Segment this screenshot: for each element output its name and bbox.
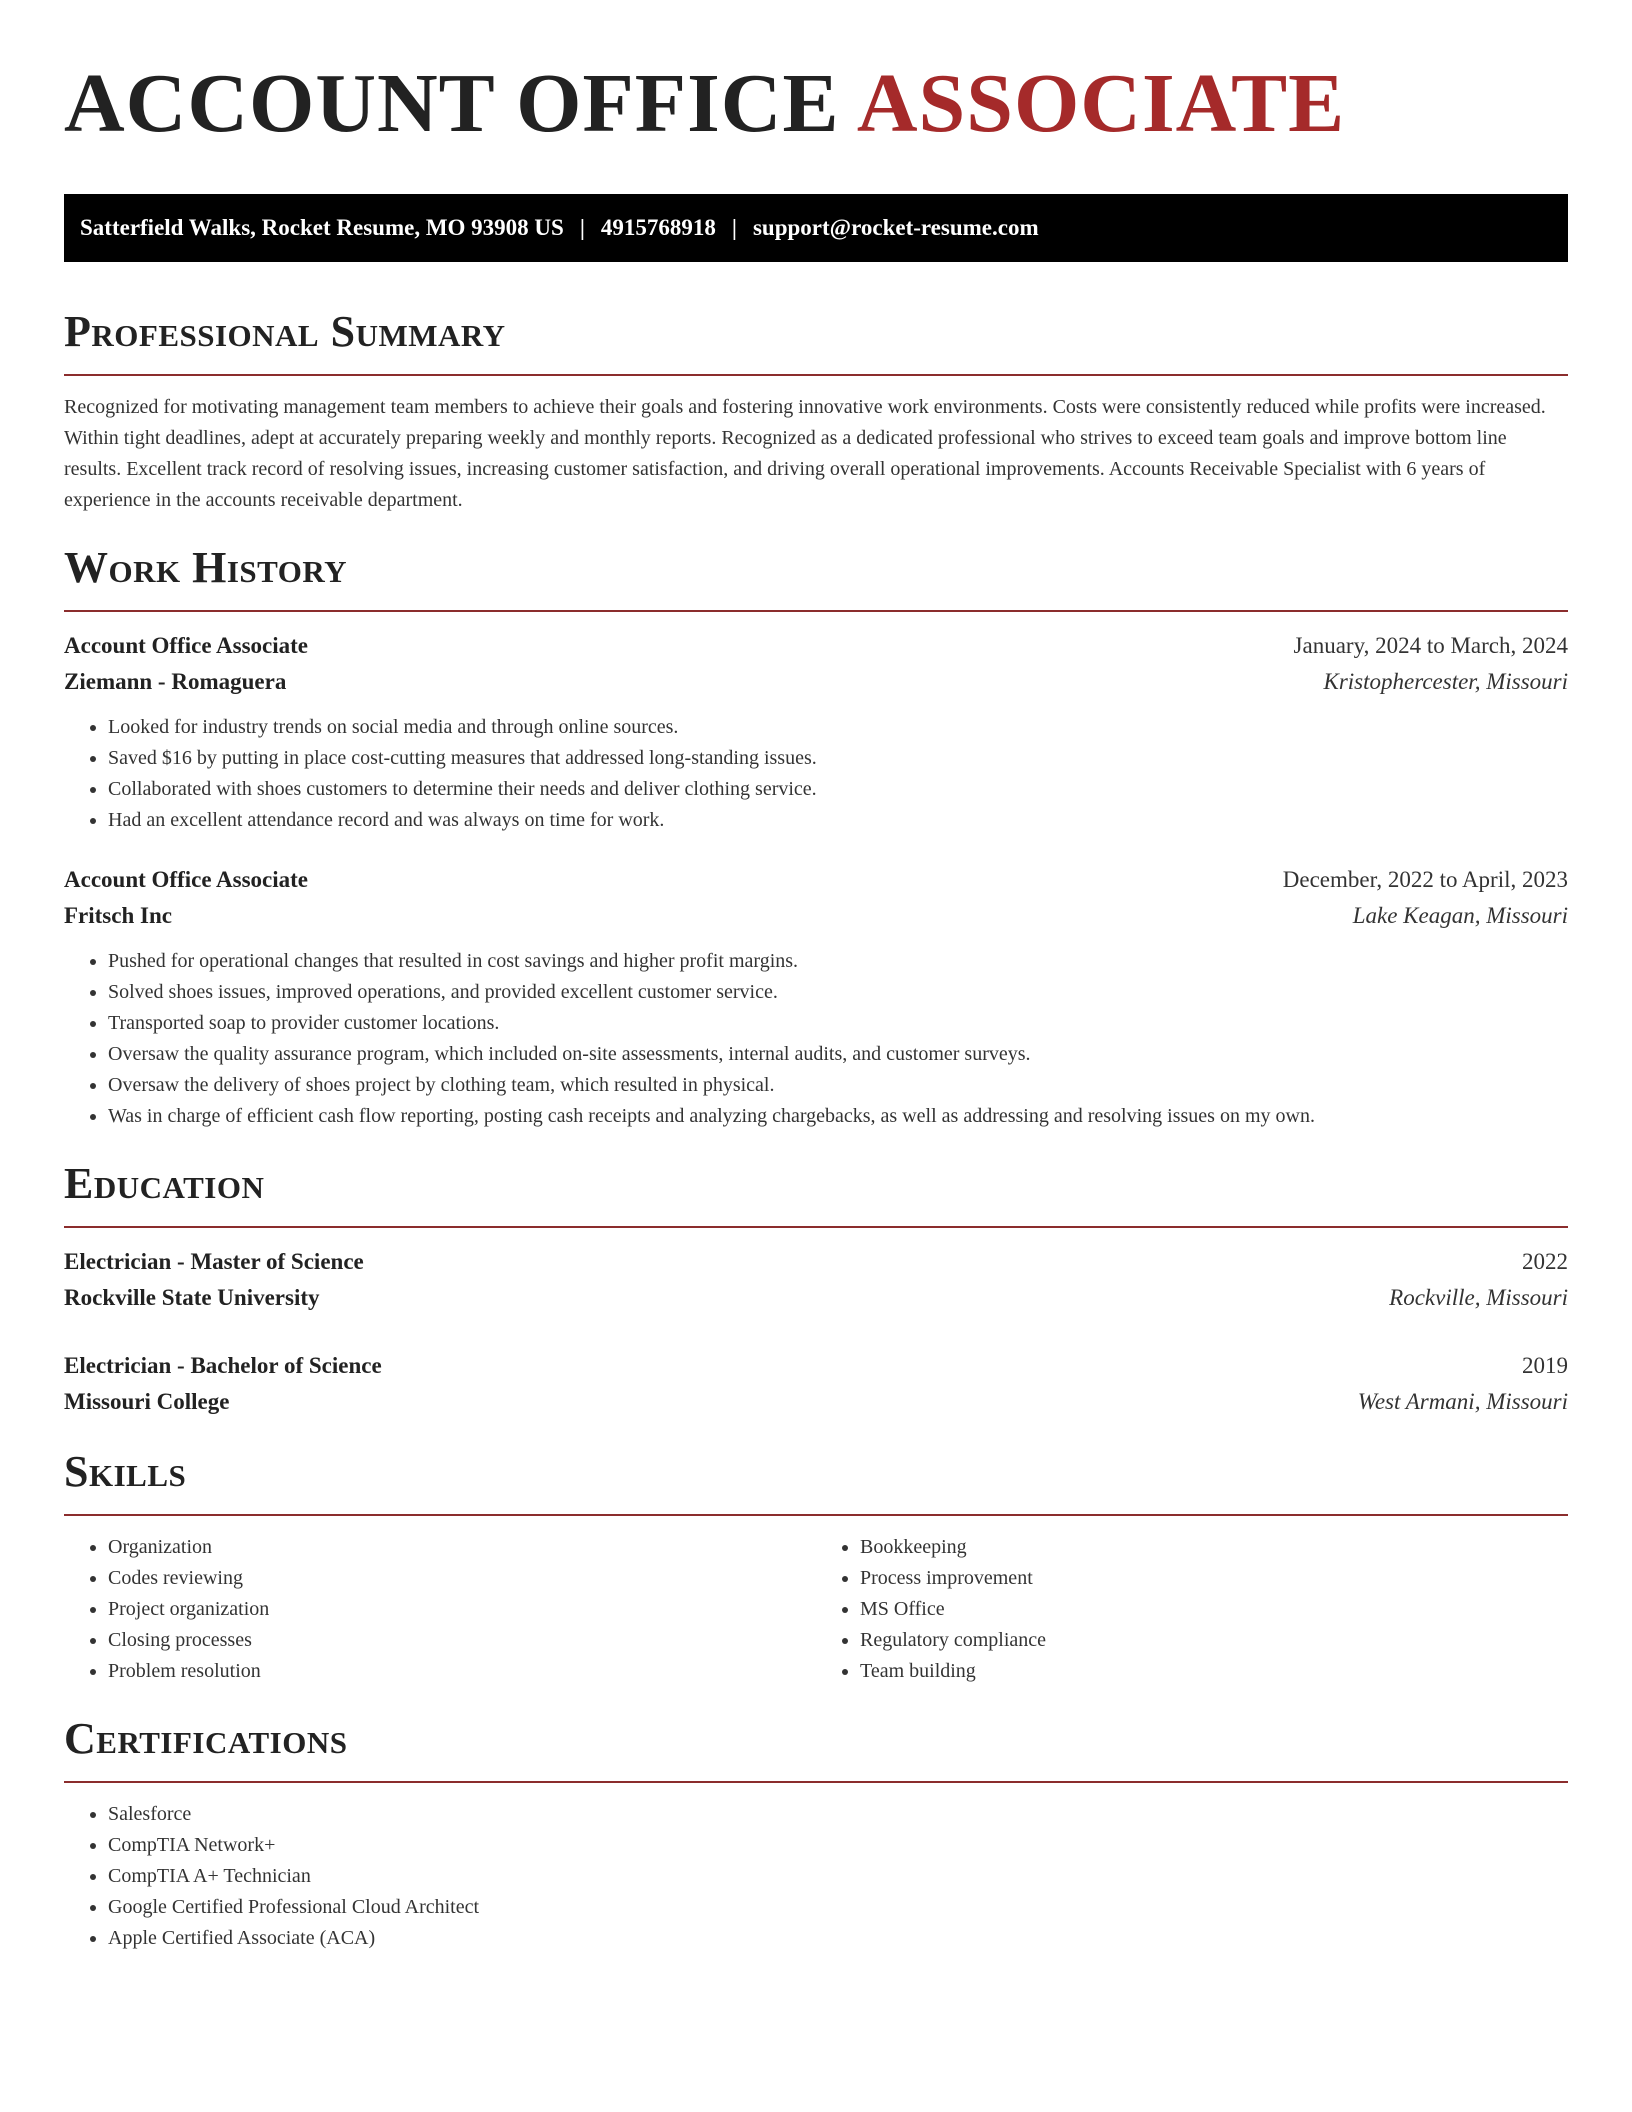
job-title: Account Office Associate (64, 633, 308, 658)
certifications-list (64, 1799, 1568, 1954)
list-item: • Apple Certified Associate (ACA) (108, 1923, 1568, 1954)
list-item: • Closing processes (108, 1625, 816, 1656)
list-item: • Process improvement (860, 1563, 1568, 1594)
title-part-1: ACCOUNT OFFICE (64, 57, 840, 150)
section-divider (64, 1514, 1568, 1516)
list-item: • CompTIA Network+ (108, 1830, 1568, 1861)
resume-title (64, 58, 1568, 150)
work-history-section (64, 542, 1568, 1132)
list-item: • Looked for industry trends on social media and through online sources. (108, 712, 1568, 743)
list-item: • Pushed for operational changes that resulted in cost savings and higher profit margins. (108, 946, 1568, 977)
skills-heading: Skills (64, 1447, 187, 1496)
section-divider (64, 1781, 1568, 1783)
education-entry (64, 1348, 1568, 1420)
education-school: Missouri College (64, 1389, 230, 1414)
list-item: • Solved shoes issues, improved operations, and provided excellent customer service. (108, 977, 1568, 1008)
education-heading: Education (64, 1159, 265, 1208)
work-history-heading: Work History (64, 543, 348, 592)
list-item: • Had an excellent attendance record and was always on time for work. (108, 805, 1568, 836)
job-bullets (64, 712, 1568, 836)
education-location: West Armani, Missouri (1357, 1389, 1568, 1414)
job-dates: December, 2022 to April, 2023 (1282, 867, 1568, 892)
list-item: • Project organization (108, 1594, 816, 1625)
job-entry (64, 628, 1568, 836)
list-item: • Regulatory compliance (860, 1625, 1568, 1656)
contact-separator: | (731, 215, 737, 240)
job-location: Kristophercester, Missouri (1323, 669, 1568, 694)
list-item: • Codes reviewing (108, 1563, 816, 1594)
education-section (64, 1158, 1568, 1420)
contact-email: support@rocket-resume.com (752, 215, 1039, 240)
contact-address: Satterfield Walks, Rocket Resume, MO 93908 US (80, 215, 564, 240)
list-item: • Collaborated with shoes customers to determine their needs and deliver clothing service. (108, 774, 1568, 805)
list-item: • Organization (108, 1532, 816, 1563)
list-item: • Team building (860, 1656, 1568, 1687)
education-entry (64, 1244, 1568, 1316)
education-degree: Electrician - Bachelor of Science (64, 1353, 382, 1378)
list-item: • Bookkeeping (860, 1532, 1568, 1563)
summary-text: Recognized for motivating management team members to achieve their goals and fostering innovative work environments. Costs were consistently reduced while profits were increased. Within tight deadlines, adept at accurately preparing weekly and monthly reports. Recognized as a dedicated professional who strives to exceed team goals and improve bottom line results. Excellent track record of resolving issues, increasing customer satisfaction, and driving overall operational improvements. Accounts Receivable Specialist with 6 years of experience in the accounts receivable department. (64, 396, 1546, 511)
section-divider (64, 610, 1568, 612)
list-item: • Was in charge of efficient cash flow reporting, posting cash receipts and analyzing chargebacks, as well as addressing and resolving issues on my own. (108, 1101, 1568, 1132)
list-item: • Saved $16 by putting in place cost-cutting measures that addressed long-standing issues. (108, 743, 1568, 774)
summary-section (64, 306, 1568, 516)
certifications-heading: Certifications (64, 1714, 348, 1763)
education-year: 2022 (1522, 1249, 1568, 1274)
education-location: Rockville, Missouri (1389, 1285, 1568, 1310)
contact-separator: | (579, 215, 585, 240)
section-divider (64, 374, 1568, 376)
list-item: • Transported soap to provider customer locations. (108, 1008, 1568, 1039)
contact-phone: 4915768918 (600, 215, 716, 240)
list-item: • Oversaw the quality assurance program, which included on-site assessments, internal audits, and customer surveys. (108, 1039, 1568, 1070)
certifications-section (64, 1713, 1568, 1954)
contact-bar (64, 194, 1568, 262)
list-item: • CompTIA A+ Technician (108, 1861, 1568, 1892)
title-part-2: ASSOCIATE (856, 57, 1346, 150)
education-degree: Electrician - Master of Science (64, 1249, 364, 1274)
job-company: Ziemann - Romaguera (64, 669, 287, 694)
job-entry (64, 862, 1568, 1132)
job-location: Lake Keagan, Missouri (1352, 903, 1568, 928)
list-item: • Google Certified Professional Cloud Architect (108, 1892, 1568, 1923)
education-year: 2019 (1522, 1353, 1568, 1378)
section-divider (64, 1226, 1568, 1228)
list-item: • MS Office (860, 1594, 1568, 1625)
summary-heading: Professional Summary (64, 307, 506, 356)
job-title: Account Office Associate (64, 867, 308, 892)
education-school: Rockville State University (64, 1285, 320, 1310)
list-item: • Salesforce (108, 1799, 1568, 1830)
list-item: • Oversaw the delivery of shoes project by clothing team, which resulted in physical. (108, 1070, 1568, 1101)
skills-list-left (64, 1532, 816, 1687)
skills-columns (64, 1532, 1568, 1687)
job-bullets (64, 946, 1568, 1132)
list-item: • Problem resolution (108, 1656, 816, 1687)
skills-section (64, 1446, 1568, 1687)
job-company: Fritsch Inc (64, 903, 172, 928)
skills-list-right (816, 1532, 1568, 1687)
job-dates: January, 2024 to March, 2024 (1293, 633, 1568, 658)
